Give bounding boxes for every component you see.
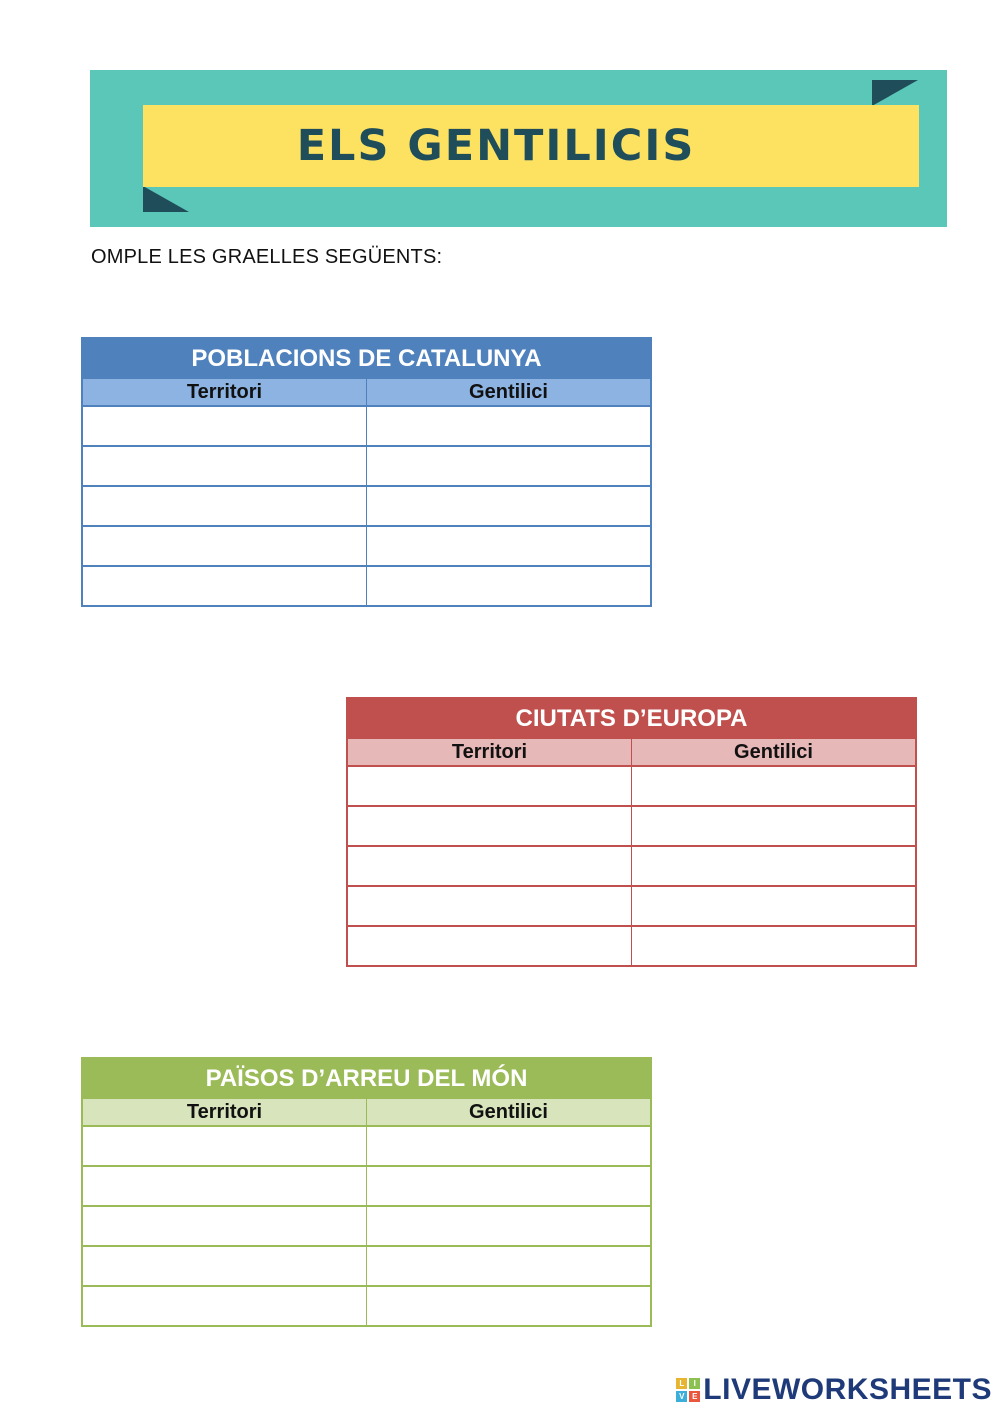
table-title: CIUTATS D’EUROPA: [347, 698, 916, 739]
gentilici-cell[interactable]: [632, 806, 917, 846]
gentilici-cell[interactable]: [632, 926, 917, 966]
gentilici-cell[interactable]: [632, 766, 917, 806]
table-row: [347, 926, 916, 966]
table-ciutats-europa: [346, 697, 917, 967]
table-row: [347, 766, 916, 806]
gentilici-cell[interactable]: [367, 486, 652, 526]
gentilici-cell[interactable]: [367, 1246, 652, 1286]
table-paisos-mon: [81, 1057, 652, 1327]
ribbon-fold-bottom-left: [143, 186, 189, 212]
territori-cell[interactable]: [347, 926, 632, 966]
table-row: [82, 1126, 651, 1166]
territori-cell[interactable]: [347, 806, 632, 846]
table-row: [82, 566, 651, 606]
territori-cell[interactable]: [82, 406, 367, 446]
logo-block-i: I: [689, 1378, 700, 1389]
ribbon-fold-top-right: [872, 80, 918, 106]
table-row: [82, 406, 651, 446]
territori-cell[interactable]: [82, 1126, 367, 1166]
table-row: [82, 1286, 651, 1326]
table-row: [82, 1166, 651, 1206]
territori-cell[interactable]: [82, 566, 367, 606]
liveworksheets-logo[interactable]: [676, 1373, 992, 1407]
gentilici-cell[interactable]: [367, 406, 652, 446]
gentilici-cell[interactable]: [367, 1166, 652, 1206]
territori-cell[interactable]: [82, 1246, 367, 1286]
table-row: [347, 806, 916, 846]
logo-text: LIVEWORKSHEETS: [703, 1373, 992, 1406]
table-row: [347, 886, 916, 926]
gentilici-cell[interactable]: [367, 526, 652, 566]
table-poblacions-catalunya: [81, 337, 652, 607]
column-header-gentilici: Gentilici: [367, 1099, 652, 1126]
instruction-text: OMPLE LES GRAELLES SEGÜENTS:: [91, 246, 443, 268]
table-row: [347, 846, 916, 886]
gentilici-cell[interactable]: [367, 566, 652, 606]
territori-cell[interactable]: [347, 886, 632, 926]
column-header-territori: Territori: [82, 379, 367, 406]
gentilici-cell[interactable]: [632, 846, 917, 886]
page-title: ELS GENTILICIS: [296, 121, 696, 171]
territori-cell[interactable]: [82, 1286, 367, 1326]
gentilici-cell[interactable]: [367, 1286, 652, 1326]
gentilici-cell[interactable]: [632, 886, 917, 926]
table-row: [82, 526, 651, 566]
territori-cell[interactable]: [82, 1206, 367, 1246]
table-title: PAÏSOS D’ARREU DEL MÓN: [82, 1058, 651, 1099]
gentilici-cell[interactable]: [367, 1206, 652, 1246]
table-title: POBLACIONS DE CATALUNYA: [82, 338, 651, 379]
column-header-gentilici: Gentilici: [632, 739, 917, 766]
logo-block-e: E: [689, 1391, 700, 1402]
logo-blocks-icon: [676, 1378, 700, 1402]
logo-block-v: V: [676, 1391, 687, 1402]
column-header-gentilici: Gentilici: [367, 379, 652, 406]
territori-cell[interactable]: [82, 486, 367, 526]
territori-cell[interactable]: [347, 766, 632, 806]
territori-cell[interactable]: [82, 446, 367, 486]
title-ribbon: [143, 105, 919, 187]
column-header-territori: Territori: [347, 739, 632, 766]
table-row: [82, 486, 651, 526]
table-row: [82, 1206, 651, 1246]
gentilici-cell[interactable]: [367, 1126, 652, 1166]
territori-cell[interactable]: [347, 846, 632, 886]
territori-cell[interactable]: [82, 526, 367, 566]
table-row: [82, 1246, 651, 1286]
table-row: [82, 446, 651, 486]
gentilici-cell[interactable]: [367, 446, 652, 486]
territori-cell[interactable]: [82, 1166, 367, 1206]
logo-block-l: L: [676, 1378, 687, 1389]
column-header-territori: Territori: [82, 1099, 367, 1126]
